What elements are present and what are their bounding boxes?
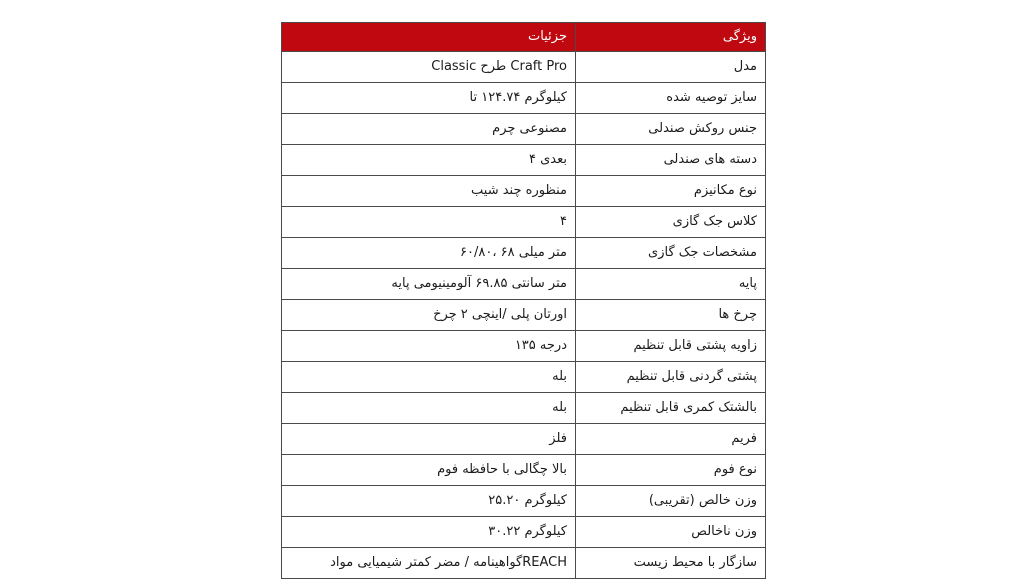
table-row — [282, 424, 766, 455]
details-cell: بله — [282, 362, 576, 393]
feature-cell: سایز توصیه شده — [576, 83, 766, 114]
table-row — [282, 455, 766, 486]
table-row — [282, 486, 766, 517]
table-row — [282, 207, 766, 238]
header-row — [282, 23, 766, 52]
feature-cell: چرخ ها — [576, 300, 766, 331]
table-row — [282, 145, 766, 176]
feature-cell: مشخصات جک گازی — [576, 238, 766, 269]
details-cell: بعدی ۴ — [282, 145, 576, 176]
feature-cell: زاویه پشتی قابل تنظیم — [576, 331, 766, 362]
feature-cell: پشتی گردنی قابل تنظیم — [576, 362, 766, 393]
table-row — [282, 176, 766, 207]
table-row — [282, 331, 766, 362]
table-row — [282, 393, 766, 424]
spec-table-header — [282, 23, 766, 52]
details-cell: مصنوعی چرم — [282, 114, 576, 145]
table-row — [282, 269, 766, 300]
spec-table-body — [282, 52, 766, 579]
feature-cell: نوع فوم — [576, 455, 766, 486]
details-cell: متر سانتی ۶۹.۸۵ آلومینیومی پایه — [282, 269, 576, 300]
feature-cell: جنس روکش صندلی — [576, 114, 766, 145]
table-row — [282, 548, 766, 579]
feature-cell: نوع مکانیزم — [576, 176, 766, 207]
spec-table — [281, 22, 766, 579]
feature-cell: دسته های صندلی — [576, 145, 766, 176]
details-cell: بله — [282, 393, 576, 424]
details-cell: منظوره چند شیب — [282, 176, 576, 207]
details-cell: بالا چگالی با حافظه فوم — [282, 455, 576, 486]
feature-cell: وزن خالص (تقریبی) — [576, 486, 766, 517]
table-row — [282, 52, 766, 83]
details-cell: فلز — [282, 424, 576, 455]
feature-cell: بالشتک کمری قابل تنظیم — [576, 393, 766, 424]
table-row — [282, 114, 766, 145]
table-row — [282, 238, 766, 269]
details-cell: اورتان پلی /اینچی ۲ چرخ — [282, 300, 576, 331]
feature-cell: کلاس جک گازی — [576, 207, 766, 238]
details-cell: متر میلی ۶۸ ،۶۰/۸۰ — [282, 238, 576, 269]
feature-cell: وزن ناخالص — [576, 517, 766, 548]
details-cell: کیلوگرم ۳۰.۲۲ — [282, 517, 576, 548]
details-cell: کیلوگرم ۱۲۴.۷۴ تا — [282, 83, 576, 114]
details-cell: Craft Pro طرح Classic — [282, 52, 576, 83]
feature-cell: سازگار با محیط زیست — [576, 548, 766, 579]
table-row — [282, 300, 766, 331]
table-row — [282, 362, 766, 393]
details-cell: REACHگواهینامه / مضر کمتر شیمیایی مواد — [282, 548, 576, 579]
feature-header-cell: ویژگی — [576, 23, 766, 52]
details-cell: کیلوگرم ۲۵.۲۰ — [282, 486, 576, 517]
feature-cell: فریم — [576, 424, 766, 455]
feature-cell: پایه — [576, 269, 766, 300]
feature-cell: مدل — [576, 52, 766, 83]
table-row — [282, 83, 766, 114]
details-header-cell: جزئیات — [282, 23, 576, 52]
details-cell: درجه ۱۳۵ — [282, 331, 576, 362]
table-row — [282, 517, 766, 548]
details-cell: ۴ — [282, 207, 576, 238]
